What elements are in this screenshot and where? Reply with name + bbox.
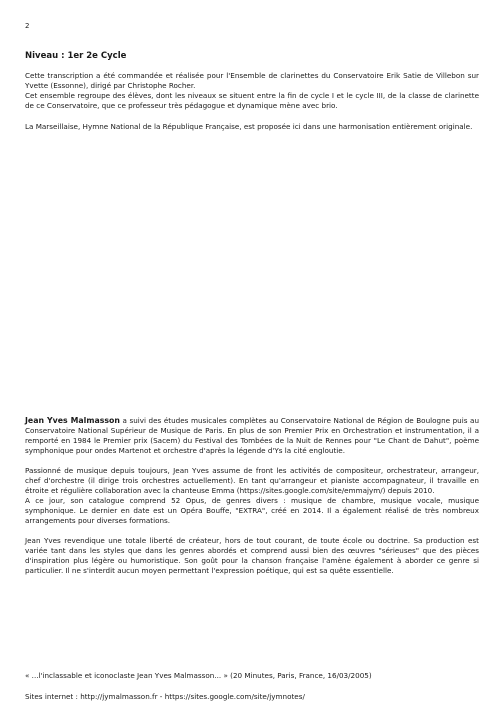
- intro-paragraph-3: La Marseillaise, Hymne National de la République Française, est proposée ici dans une harmonisation entièrement originale.: [25, 122, 473, 131]
- intro-paragraph-1: Cette transcription a été commandée et réalisée pour l'Ensemble de clarinettes du Conservatoire Erik Satie de Villebon sur Yvette (Essonne), dirigé par Christophe Rocher.: [25, 71, 479, 90]
- bio-paragraph-1: [25, 416, 479, 456]
- composer-name: Jean Yves Malmasson: [25, 416, 120, 425]
- websites: Sites internet : http://jymalmasson.fr - https://sites.google.com/site/jymnotes/: [25, 692, 305, 701]
- level-heading: Niveau : 1er 2e Cycle: [25, 51, 127, 61]
- press-quote: « ...l'inclassable et iconoclaste Jean Yves Malmasson... » (20 Minutes, Paris, France, 16/03/2005): [25, 671, 372, 680]
- biography-section: [25, 416, 479, 576]
- page-number: 2: [25, 22, 30, 30]
- bio-paragraph-2: Passionné de musique depuis toujours, Jean Yves assume de front les activités de compositeur, orchestrateur, arrangeur, chef d'orchestre (il dirige trois orchestres actuellement). En tant qu'arrangeur et pianiste accompagnateur, il travaille en étroite et régulière collaboration avec la chanteuse Emma (https://sites.google.com/site/emmajym/) depuis 2010.: [25, 466, 479, 495]
- bio-paragraph-3: A ce jour, son catalogue comprend 52 Opus, de genres divers : musique de chambre, musique vocale, musique symphonique. Le dernier en date est un Opéra Bouffe, "EXTRA", créé en 2014. Il a également réalisé de très nombreux arrangements pour diverses formations.: [25, 496, 479, 525]
- intro-section: [25, 71, 479, 132]
- bio-paragraph-4: Jean Yves revendique une totale liberté de créateur, hors de tout courant, de toute école ou doctrine. Sa production est variée tant dans les styles que dans les genres abordés et comprend aussi bien des œuvres "sérieuses" que des pièces d'inspiration plus légère ou humoristique. Son goût pour la chanson française l'amène également à aborder ce genre si particulier. Il ne s'interdit aucun moyen permettant l'expression poétique, qui est sa quête essentielle.: [25, 536, 479, 575]
- bio-paragraph-1-text: a suivi des études musicales complètes au Conservatoire National de Région de Boulogne puis au Conservatoire National Supérieur de Musique de Paris. En plus de son Premier Prix en Orchestration et instrumentation, il a remporté en 1984 le Premier prix (Sacem) du Festival des Tombées de la Nuit de Rennes pour "Le Chant de Dahut", poème symphonique pour ondes Martenot et orchestre d'après la légende d'Ys la cité engloutie.: [25, 416, 479, 455]
- intro-paragraph-2: Cet ensemble regroupe des élèves, dont les niveaux se situent entre la fin de cycle I et le cycle III, de la classe de clarinette de ce Conservatoire, que ce professeur très pédagogue et dynamique mène avec brio.: [25, 91, 479, 110]
